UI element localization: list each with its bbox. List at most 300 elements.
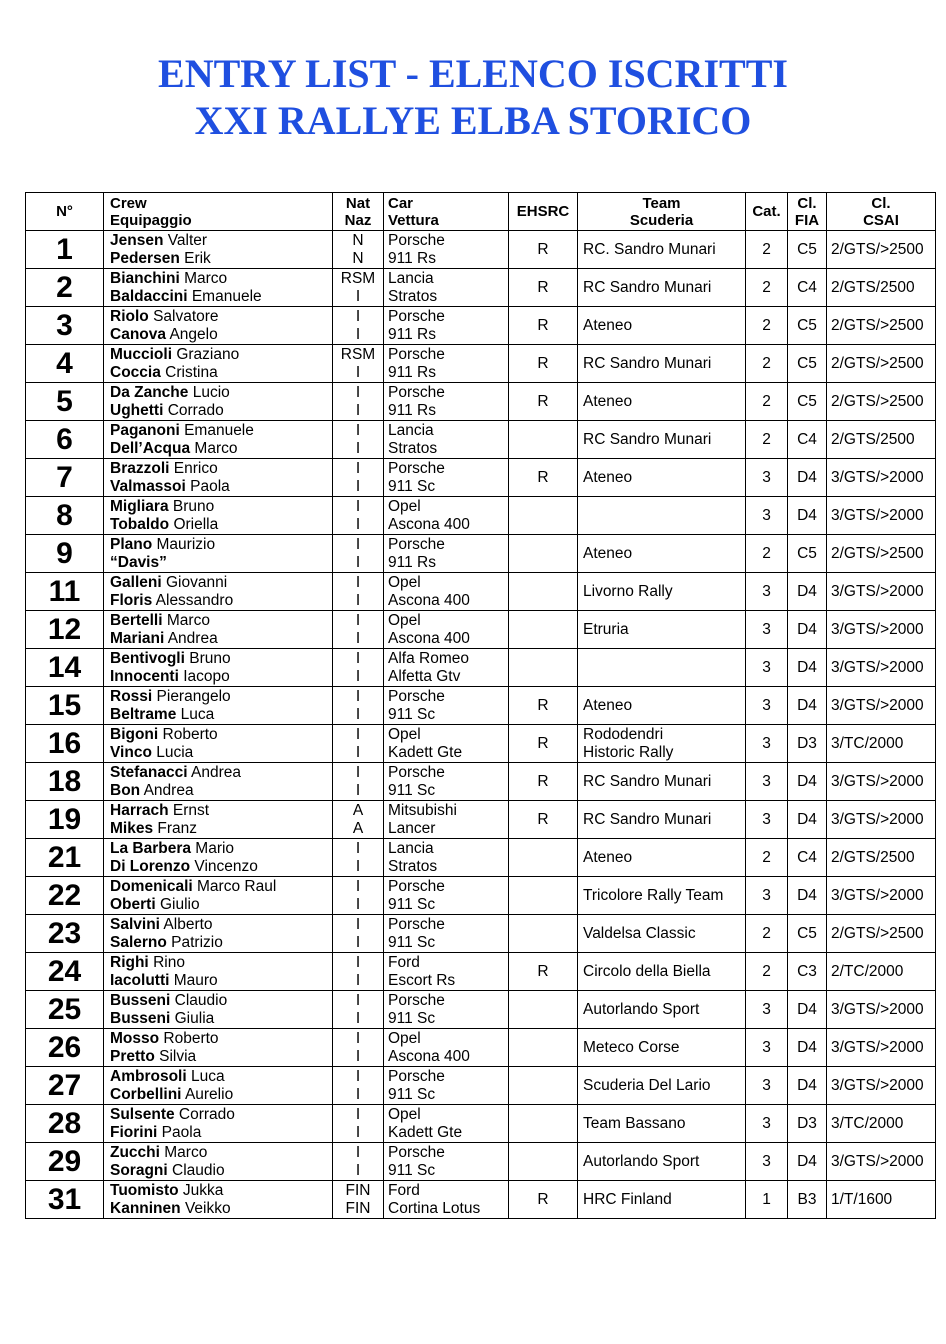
- crew-cell: [104, 1029, 333, 1067]
- car-cell: [384, 497, 509, 535]
- driver-surname: Righi: [110, 953, 149, 971]
- class-fia-cell: C5: [788, 307, 827, 345]
- ehsrc-cell: R: [509, 801, 578, 839]
- crew-cell: [104, 345, 333, 383]
- co-driver-first-name: Andrea: [143, 781, 194, 799]
- category-cell: 3: [746, 687, 788, 725]
- co-driver-first-name: Franz: [157, 819, 198, 837]
- ehsrc-cell: [509, 1143, 578, 1181]
- nationality-cell: [333, 991, 384, 1029]
- driver-surname: Bigoni: [110, 725, 159, 743]
- car-cell: [384, 231, 509, 269]
- header-csai-1: Cl.: [871, 194, 891, 212]
- car-make: Ford: [388, 1181, 420, 1199]
- driver-surname: Tuomisto: [110, 1181, 179, 1199]
- table-row: [26, 1105, 936, 1143]
- car-cell: [384, 953, 509, 991]
- driver-first-name: Claudio: [174, 991, 228, 1009]
- team-cell: [578, 687, 746, 725]
- car-cell: [384, 801, 509, 839]
- driver: [110, 460, 332, 478]
- class-fia-cell: D4: [788, 687, 827, 725]
- class-fia-cell: D4: [788, 611, 827, 649]
- co-driver: [110, 934, 332, 952]
- ehsrc-cell: R: [509, 345, 578, 383]
- driver-surname: Harrach: [110, 801, 169, 819]
- co-driver-surname: Bon: [110, 781, 141, 799]
- entry-number: 3: [26, 307, 104, 345]
- co-driver: [110, 858, 332, 876]
- driver-nationality: I: [355, 649, 361, 667]
- co-driver: [110, 516, 332, 534]
- nationality-cell: [333, 573, 384, 611]
- car-make: Porsche: [388, 1143, 445, 1161]
- car-model: 911 Rs: [388, 401, 436, 419]
- team-cell: [578, 725, 746, 763]
- header-crew: [104, 193, 333, 231]
- car-make: Lancia: [388, 421, 434, 439]
- header-number: N°: [26, 193, 104, 231]
- team-name-line: Valdelsa Classic: [583, 924, 696, 942]
- driver: [110, 1182, 332, 1200]
- car-make: Porsche: [388, 307, 445, 325]
- driver-first-name: Andrea: [191, 763, 241, 781]
- driver: [110, 384, 332, 402]
- co-driver-first-name: Silvia: [159, 1047, 197, 1065]
- category-cell: 2: [746, 535, 788, 573]
- table-row: [26, 1029, 936, 1067]
- class-csai-cell: 2/GTS/>2500: [827, 231, 936, 269]
- driver-nationality: I: [355, 1067, 361, 1085]
- driver-surname: Zucchi: [110, 1143, 160, 1161]
- ehsrc-cell: [509, 573, 578, 611]
- car-model: Stratos: [388, 439, 438, 457]
- driver: [110, 954, 332, 972]
- team-name-line: Tricolore Rally Team: [583, 886, 724, 904]
- co-driver: [110, 782, 332, 800]
- driver-surname: Galleni: [110, 573, 162, 591]
- co-driver-nationality: I: [355, 1161, 361, 1179]
- car-cell: [384, 649, 509, 687]
- ehsrc-cell: [509, 611, 578, 649]
- car-model: Ascona 400: [388, 1047, 470, 1065]
- nationality-cell: [333, 421, 384, 459]
- car-cell: [384, 611, 509, 649]
- crew-cell: [104, 383, 333, 421]
- driver-nationality: I: [355, 1143, 361, 1161]
- co-driver: [110, 288, 332, 306]
- nationality-cell: [333, 725, 384, 763]
- class-fia-cell: D4: [788, 459, 827, 497]
- crew-cell: [104, 535, 333, 573]
- entry-number: 11: [26, 573, 104, 611]
- driver-first-name: Valter: [167, 231, 208, 249]
- class-csai-cell: 2/GTS/>2500: [827, 307, 936, 345]
- ehsrc-cell: R: [509, 1181, 578, 1219]
- co-driver: [110, 630, 332, 648]
- class-csai-cell: 3/TC/2000: [827, 1105, 936, 1143]
- car-cell: [384, 269, 509, 307]
- crew-cell: [104, 459, 333, 497]
- table-row: [26, 345, 936, 383]
- car-make: Lancia: [388, 269, 434, 287]
- car-cell: [384, 345, 509, 383]
- team-cell: [578, 345, 746, 383]
- header-ehsrc: EHSRC: [509, 193, 578, 231]
- entry-number: 5: [26, 383, 104, 421]
- crew-cell: [104, 269, 333, 307]
- driver-nationality: I: [355, 459, 361, 477]
- category-cell: 3: [746, 763, 788, 801]
- co-driver-nationality: FIN: [345, 1199, 371, 1217]
- co-driver-nationality: I: [355, 477, 361, 495]
- nationality-cell: [333, 497, 384, 535]
- car-cell: [384, 877, 509, 915]
- car-cell: [384, 763, 509, 801]
- team-cell: [578, 763, 746, 801]
- co-driver-surname: Ughetti: [110, 401, 164, 419]
- ehsrc-cell: [509, 1105, 578, 1143]
- car-model: Stratos: [388, 287, 438, 305]
- table-row: [26, 573, 936, 611]
- header-team-en: Team: [642, 194, 681, 212]
- nationality-cell: [333, 459, 384, 497]
- co-driver-surname: Soragni: [110, 1161, 168, 1179]
- car-model: Alfetta Gtv: [388, 667, 461, 685]
- table-row: [26, 459, 936, 497]
- ehsrc-cell: [509, 649, 578, 687]
- car-make: Porsche: [388, 915, 445, 933]
- class-csai-cell: 2/GTS/>2500: [827, 535, 936, 573]
- entry-number: 8: [26, 497, 104, 535]
- table-row: [26, 991, 936, 1029]
- team-name-line: Ateneo: [583, 544, 633, 562]
- driver-first-name: Salvatore: [153, 307, 219, 325]
- co-driver-first-name: Giulia: [174, 1009, 215, 1027]
- table-row: [26, 1143, 936, 1181]
- team-cell: [578, 991, 746, 1029]
- ehsrc-cell: [509, 877, 578, 915]
- driver-nationality: I: [355, 725, 361, 743]
- driver-surname: Migliara: [110, 497, 169, 515]
- category-cell: 2: [746, 383, 788, 421]
- header-fia-1: Cl.: [797, 194, 817, 212]
- driver-surname: Rossi: [110, 687, 153, 705]
- driver-nationality: I: [355, 307, 361, 325]
- car-make: Porsche: [388, 459, 445, 477]
- driver: [110, 574, 332, 592]
- co-driver-surname: Iacolutti: [110, 971, 170, 989]
- driver: [110, 498, 332, 516]
- co-driver-first-name: Veikko: [184, 1199, 231, 1217]
- car-cell: [384, 1105, 509, 1143]
- nationality-cell: [333, 649, 384, 687]
- co-driver-first-name: Mauro: [173, 971, 218, 989]
- table-row: [26, 725, 936, 763]
- co-driver-surname: Mariani: [110, 629, 165, 647]
- co-driver-nationality: I: [355, 933, 361, 951]
- driver-nationality: RSM: [340, 269, 376, 287]
- nationality-cell: [333, 345, 384, 383]
- car-cell: [384, 725, 509, 763]
- category-cell: 2: [746, 269, 788, 307]
- ehsrc-cell: [509, 1029, 578, 1067]
- driver-first-name: Enrico: [173, 459, 218, 477]
- car-cell: [384, 307, 509, 345]
- class-csai-cell: 3/TC/2000: [827, 725, 936, 763]
- entry-number: 24: [26, 953, 104, 991]
- co-driver-nationality: I: [355, 363, 361, 381]
- driver: [110, 1106, 332, 1124]
- driver-nationality: N: [352, 231, 364, 249]
- car-model: 911 Sc: [388, 705, 436, 723]
- co-driver-nationality: I: [355, 629, 361, 647]
- driver-surname: Salvini: [110, 915, 160, 933]
- nationality-cell: [333, 269, 384, 307]
- co-driver-surname: Di Lorenzo: [110, 857, 191, 875]
- driver-first-name: Bruno: [172, 497, 215, 515]
- co-driver-nationality: I: [355, 895, 361, 913]
- team-name-line: Circolo della Biella: [583, 962, 711, 980]
- co-driver-nationality: I: [355, 287, 361, 305]
- team-name-line: RC Sandro Munari: [583, 430, 712, 448]
- class-fia-cell: D3: [788, 1105, 827, 1143]
- driver-surname: Stefanacci: [110, 763, 188, 781]
- nationality-cell: [333, 1067, 384, 1105]
- team-cell: [578, 459, 746, 497]
- header-class-csai: [827, 193, 936, 231]
- car-model: Kadett Gte: [388, 1123, 463, 1141]
- driver-nationality: I: [355, 763, 361, 781]
- class-fia-cell: D4: [788, 1067, 827, 1105]
- car-model: 911 Rs: [388, 553, 436, 571]
- driver-surname: Bertelli: [110, 611, 163, 629]
- car-make: Lancia: [388, 839, 434, 857]
- co-driver: [110, 592, 332, 610]
- entry-number: 23: [26, 915, 104, 953]
- co-driver-first-name: Marco: [194, 439, 238, 457]
- car-make: Opel: [388, 497, 421, 515]
- driver-first-name: Marco: [184, 269, 228, 287]
- category-cell: 1: [746, 1181, 788, 1219]
- car-make: Alfa Romeo: [388, 649, 469, 667]
- category-cell: 3: [746, 1029, 788, 1067]
- car-cell: [384, 1181, 509, 1219]
- co-driver-first-name: Vincenzo: [194, 857, 258, 875]
- class-fia-cell: C4: [788, 421, 827, 459]
- co-driver-first-name: Luca: [180, 705, 215, 723]
- ehsrc-cell: R: [509, 725, 578, 763]
- co-driver-surname: Salerno: [110, 933, 167, 951]
- class-fia-cell: D4: [788, 573, 827, 611]
- driver-first-name: Marco: [166, 611, 210, 629]
- car-make: Ford: [388, 953, 420, 971]
- co-driver-surname: Busseni: [110, 1009, 171, 1027]
- team-cell: [578, 649, 746, 687]
- entry-number: 4: [26, 345, 104, 383]
- nationality-cell: [333, 801, 384, 839]
- entry-number: 19: [26, 801, 104, 839]
- table-row: [26, 953, 936, 991]
- class-csai-cell: 3/GTS/>2000: [827, 497, 936, 535]
- car-model: 911 Sc: [388, 1009, 436, 1027]
- nationality-cell: [333, 611, 384, 649]
- driver-surname: Bianchini: [110, 269, 180, 287]
- header-nat-en: Nat: [345, 194, 371, 212]
- co-driver-nationality: I: [355, 971, 361, 989]
- driver-first-name: Roberto: [163, 1029, 219, 1047]
- driver: [110, 840, 332, 858]
- driver-first-name: Ernst: [172, 801, 210, 819]
- team-name-line: Team Bassano: [583, 1114, 686, 1132]
- ehsrc-cell: [509, 1067, 578, 1105]
- co-driver-first-name: Patrizio: [171, 933, 223, 951]
- co-driver: [110, 1200, 332, 1218]
- entry-number: 31: [26, 1181, 104, 1219]
- driver-surname: Bentivogli: [110, 649, 185, 667]
- table-row: [26, 649, 936, 687]
- co-driver-nationality: I: [355, 705, 361, 723]
- co-driver-nationality: A: [352, 819, 364, 837]
- team-name-line: Ateneo: [583, 392, 633, 410]
- team-cell: [578, 1029, 746, 1067]
- car-make: Porsche: [388, 763, 445, 781]
- co-driver-surname: Vinco: [110, 743, 152, 761]
- crew-cell: [104, 763, 333, 801]
- car-model: Ascona 400: [388, 515, 470, 533]
- entry-number: 1: [26, 231, 104, 269]
- table-row: [26, 801, 936, 839]
- ehsrc-cell: R: [509, 383, 578, 421]
- driver-first-name: Giovanni: [166, 573, 228, 591]
- co-driver-surname: Oberti: [110, 895, 156, 913]
- driver-surname: Brazzoli: [110, 459, 170, 477]
- header-fia-2: FIA: [794, 211, 820, 229]
- team-cell: [578, 801, 746, 839]
- team-name-line: RC Sandro Munari: [583, 772, 712, 790]
- header-category: Cat.: [746, 193, 788, 231]
- crew-cell: [104, 573, 333, 611]
- car-model: Cortina Lotus: [388, 1199, 481, 1217]
- crew-cell: [104, 953, 333, 991]
- car-make: Porsche: [388, 877, 445, 895]
- co-driver-nationality: I: [355, 401, 361, 419]
- car-make: Porsche: [388, 345, 445, 363]
- category-cell: 2: [746, 839, 788, 877]
- entry-number: 12: [26, 611, 104, 649]
- header-team: [578, 193, 746, 231]
- car-make: Porsche: [388, 1067, 445, 1085]
- crew-cell: [104, 801, 333, 839]
- table-row: [26, 383, 936, 421]
- header-crew-it: Equipaggio: [110, 211, 192, 229]
- category-cell: 2: [746, 231, 788, 269]
- car-make: Opel: [388, 1105, 421, 1123]
- driver-surname: Domenicali: [110, 877, 193, 895]
- nationality-cell: [333, 1105, 384, 1143]
- crew-cell: [104, 991, 333, 1029]
- car-make: Opel: [388, 573, 421, 591]
- car-make: Mitsubishi: [388, 801, 457, 819]
- entry-number: 9: [26, 535, 104, 573]
- crew-cell: [104, 877, 333, 915]
- class-fia-cell: D4: [788, 1143, 827, 1181]
- team-name-line: RC Sandro Munari: [583, 354, 712, 372]
- co-driver-nationality: I: [355, 781, 361, 799]
- driver-surname: Paganoni: [110, 421, 180, 439]
- team-cell: [578, 1181, 746, 1219]
- co-driver-first-name: Emanuele: [191, 287, 262, 305]
- crew-cell: [104, 1181, 333, 1219]
- driver-nationality: I: [355, 877, 361, 895]
- co-driver: [110, 1048, 332, 1066]
- class-fia-cell: C5: [788, 383, 827, 421]
- co-driver-first-name: Lucia: [156, 743, 194, 761]
- co-driver-first-name: Paola: [190, 477, 230, 495]
- team-cell: [578, 383, 746, 421]
- driver-first-name: Bruno: [189, 649, 231, 667]
- crew-cell: [104, 725, 333, 763]
- crew-cell: [104, 611, 333, 649]
- header-class-fia: [788, 193, 827, 231]
- co-driver: [110, 364, 332, 382]
- co-driver-nationality: I: [355, 515, 361, 533]
- co-driver-surname: Mikes: [110, 819, 154, 837]
- table-row: [26, 497, 936, 535]
- team-name-line: Etruria: [583, 620, 629, 638]
- table-row: [26, 421, 936, 459]
- driver: [110, 992, 332, 1010]
- co-driver-first-name: Iacopo: [183, 667, 230, 685]
- nationality-cell: [333, 1181, 384, 1219]
- driver-first-name: Mario: [195, 839, 235, 857]
- driver-nationality: I: [355, 573, 361, 591]
- class-csai-cell: 3/GTS/>2000: [827, 649, 936, 687]
- category-cell: 3: [746, 1067, 788, 1105]
- class-csai-cell: 3/GTS/>2000: [827, 877, 936, 915]
- co-driver-nationality: I: [355, 667, 361, 685]
- ehsrc-cell: [509, 915, 578, 953]
- team-cell: [578, 497, 746, 535]
- nationality-cell: [333, 839, 384, 877]
- team-name-line: Ateneo: [583, 316, 633, 334]
- class-fia-cell: C5: [788, 915, 827, 953]
- header-team-it: Scuderia: [629, 211, 694, 229]
- driver-first-name: Roberto: [162, 725, 218, 743]
- driver: [110, 802, 332, 820]
- team-cell: [578, 1105, 746, 1143]
- car-model: 911 Sc: [388, 781, 436, 799]
- ehsrc-cell: R: [509, 231, 578, 269]
- driver-first-name: Alberto: [163, 915, 213, 933]
- team-cell: [578, 535, 746, 573]
- ehsrc-cell: [509, 497, 578, 535]
- entry-number: 25: [26, 991, 104, 1029]
- team-name-line: Scuderia Del Lario: [583, 1076, 711, 1094]
- car-model: Lancer: [388, 819, 436, 837]
- team-name-line: RC Sandro Munari: [583, 810, 712, 828]
- co-driver: [110, 250, 332, 268]
- team-name-line: RC Sandro Munari: [583, 278, 712, 296]
- driver-nationality: FIN: [345, 1181, 371, 1199]
- document-title: ENTRY LIST - ELENCO ISCRITTI: [158, 51, 788, 96]
- co-driver-surname: Innocenti: [110, 667, 179, 685]
- team-name-line: Autorlando Sport: [583, 1000, 700, 1018]
- nationality-cell: [333, 763, 384, 801]
- class-csai-cell: 2/GTS/>2500: [827, 915, 936, 953]
- driver-nationality: I: [355, 611, 361, 629]
- class-fia-cell: D4: [788, 497, 827, 535]
